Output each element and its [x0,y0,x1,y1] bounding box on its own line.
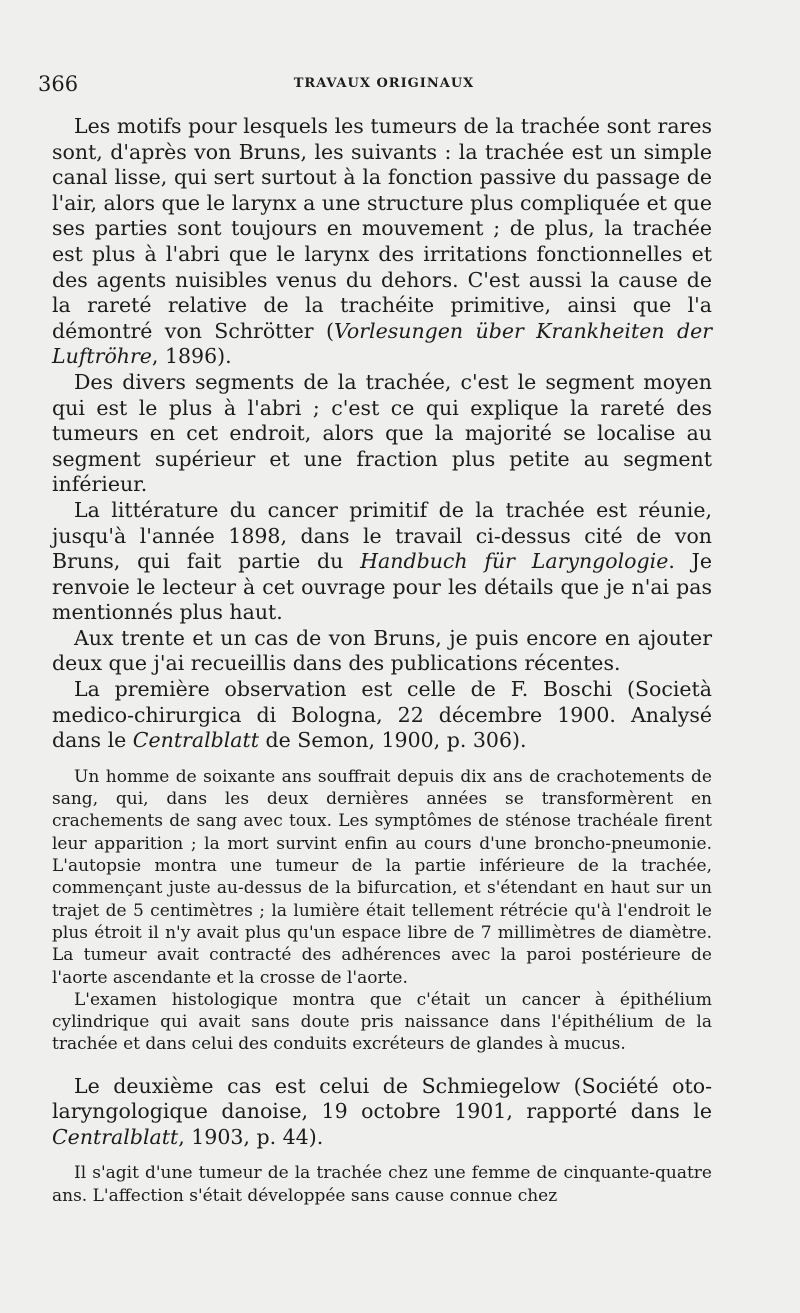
paragraph-5: La première observation est celle de F. Boschi (Società medico-chirurgica di Bologna, 22 décembre 1900. Analysé dans le Centralblatt de Semon, 1900, p. 306). [52,677,712,753]
case-paragraph-1: Un homme de soixante ans souffrait depuis dix ans de crachotements de sang, qui, dans les deux dernières années se transformèrent en crachements de sang avec toux. Les symptômes de sténose trachéale firent leur apparition ; la mort survint enfin au cours d'une broncho-pneumonie. L'autopsie montra une tumeur de la partie inférieure de la trachée, commençant juste au-dessus de la bifurcation, et s'étendant en haut sur un trajet de 5 centimètres ; la lumière était tellement rétrécie qu'à l'endroit le plus étroit il n'y avait plus qu'un espace libre de 7 millimètres de diamètre. La tumeur avait contracté des adhérences avec la paroi postérieure de l'aorte ascendante et la crosse de l'aorte. [52,766,712,988]
case-report-1 [52,766,712,1056]
page-header [38,72,730,98]
paragraph-6: Le deuxième cas est celui de Schmiegelow (Société oto-laryngologique danoise, 19 octobre 1901, rapporté dans le Centralblatt, 1903, p. 44). [52,1073,712,1149]
paragraph-1: Les motifs pour lesquels les tumeurs de la trachée sont rares sont, d'après von Bruns, les suivants : la trachée est un simple canal lisse, qui sert surtout à la fonction passive du passage de l'air, alors que le larynx a une structure plus compliquée et que ses parties sont toujours en mouvement ; de plus, la trachée est plus à l'abri que le larynx des irritations fonctionnelles et des agents nuisibles venus du dehors. C'est aussi la cause de la rareté relative de la trachéite primitive, ainsi que l'a démontré von Schrötter (Vorlesungen über Krankheiten der Luftröhre, 1896). [52,114,712,369]
case-paragraph-2: L'examen histologique montra que c'était un cancer à épithélium cylindrique qui avait sans doute pris naissance dans l'épithélium de la trachée et dans celui des conduits excréteurs de glandes à mucus. [52,989,712,1055]
main-text-block-2 [52,1074,712,1151]
main-text-block-1 [52,114,712,754]
page-number: 366 [38,72,79,96]
paragraph-3: La littérature du cancer primitif de la trachée est réunie, jusqu'à l'année 1898, dans le travail ci-dessus cité de von Bruns, qui fait partie du Handbuch für Laryngologie. Je renvoie le lecteur à cet ouvrage pour les détails que je n'ai pas mentionnés plus haut. [52,497,712,625]
case-paragraph-3: Il s'agit d'une tumeur de la trachée chez une femme de cinquante-quatre ans. L'affection s'était développée sans cause connue chez [52,1163,712,1206]
case-report-2 [52,1162,712,1207]
running-title: TRAVAUX ORIGINAUX [293,76,475,91]
paragraph-4: Aux trente et un cas de von Bruns, je puis encore en ajouter deux que j'ai recueillis dans des publications récentes. [52,625,712,676]
page-body [52,114,712,1207]
paragraph-2: Des divers segments de la trachée, c'est le segment moyen qui est le plus à l'abri ; c'est ce qui explique la rareté des tumeurs en cet endroit, alors que la majorité se localise au segment supérieur et une fraction plus petite au segment inférieur. [52,369,712,497]
